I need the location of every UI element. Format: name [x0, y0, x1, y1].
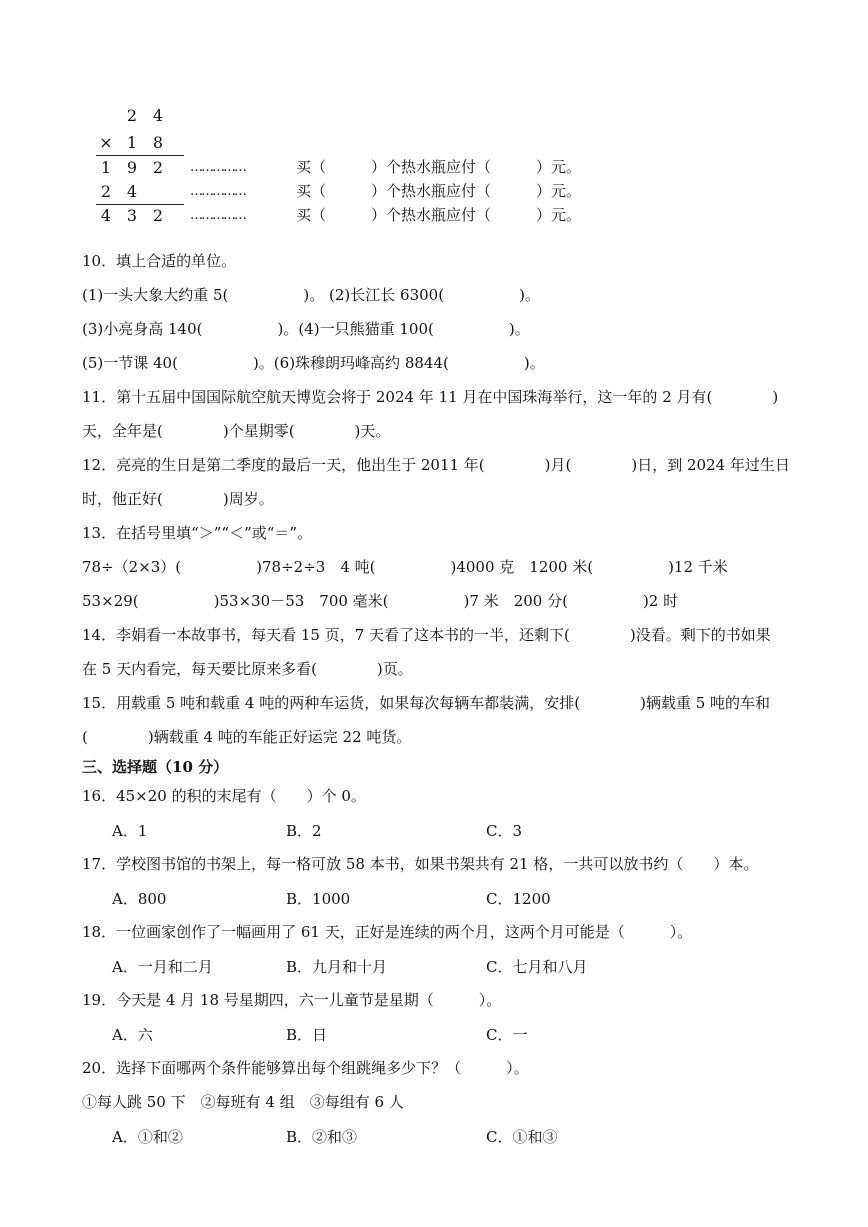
dotted-leader: …………… [190, 184, 245, 199]
calc-digit: 1 [126, 133, 138, 152]
question-12-line: 时，他正好( )周岁。 [82, 490, 274, 508]
dotted-leader: …………… [190, 160, 245, 175]
calc-digit: 4 [126, 182, 138, 201]
calc-digit: 8 [152, 133, 164, 152]
question-13-line: 78÷（2×3）( )78÷2÷3 4 吨( )4000 克 1200 米( )12 千米 [82, 558, 728, 576]
option-b: B．1000 [286, 890, 351, 908]
calc-digit: 2 [126, 106, 138, 125]
question-13-line: 53×29( )53×30－53 700 毫米( )7 米 200 分( )2 时 [82, 592, 679, 610]
fill-line: 买（ ）个热水瓶应付（ ）元。 [296, 158, 582, 176]
option-c: C．七月和八月 [486, 958, 588, 976]
option-b: B．2 [286, 822, 322, 840]
option-a: A．1 [112, 822, 148, 840]
calc-digit: 2 [152, 206, 164, 225]
option-b: B．九月和十月 [286, 958, 388, 976]
question-13-title: 13．在括号里填“＞”“＜”或“＝”。 [82, 524, 313, 542]
calc-digit: 2 [100, 182, 112, 201]
fill-line: 买（ ）个热水瓶应付（ ）元。 [296, 206, 582, 224]
question-15-line: 15．用载重 5 吨和载重 4 吨的两种车运货，如果每次每辆车都装满，安排( )辆载重 5 吨的车和 [82, 694, 771, 712]
option-b: B．②和③ [286, 1128, 358, 1146]
calc-rule-line [96, 204, 184, 205]
calc-digit: 2 [152, 158, 164, 177]
option-a: A．800 [112, 890, 167, 908]
calc-digit: 3 [126, 206, 138, 225]
calc-multiply-sign: × [99, 133, 113, 152]
question-11-line: 11．第十五届中国国际航空航天博览会将于 2024 年 11 月在中国珠海举行，这一年的 2 月有( ) [82, 388, 779, 406]
question-19: 19．今天是 4 月 18 号星期四，六一儿童节是星期（ ）。 [82, 991, 502, 1009]
question-11-line: 天，全年是( )个星期零( )天。 [82, 422, 391, 440]
question-14-line: 在 5 天内看完，每天要比原来多看( )页。 [82, 660, 413, 678]
question-10-line: (1)一头大象大约重 5( )。 (2)长江长 6300( )。 [82, 286, 540, 304]
option-a: A．六 [112, 1026, 153, 1044]
option-b: B．日 [286, 1026, 328, 1044]
option-c: C．①和③ [486, 1128, 558, 1146]
option-a: A．一月和二月 [112, 958, 213, 976]
option-c: C．1200 [486, 890, 551, 908]
fill-line: 买（ ）个热水瓶应付（ ）元。 [296, 182, 582, 200]
calc-digit: 4 [100, 206, 112, 225]
calc-digit: 4 [152, 106, 164, 125]
question-10-title: 10．填上合适的单位。 [82, 252, 237, 270]
question-20: 20．选择下面哪两个条件能够算出每个组跳绳多少下？（ ）。 [82, 1059, 529, 1077]
question-20-conditions: ①每人跳 50 下 ②每班有 4 组 ③每组有 6 人 [82, 1093, 404, 1111]
question-12-line: 12．亮亮的生日是第二季度的最后一天，他出生于 2011 年( )月( )日，到 2024 年过生日 [82, 456, 790, 474]
question-15-line: ( )辆载重 4 吨的车能正好运完 22 吨货。 [82, 728, 412, 746]
option-c: C．一 [486, 1026, 528, 1044]
question-14-line: 14．李娟看一本故事书，每天看 15 页，7 天看了这本书的一半，还剩下( )没看。剩下的书如果 [82, 626, 771, 644]
dotted-leader: …………… [190, 208, 245, 223]
question-16: 16．45×20 的积的末尾有（ ）个 0。 [82, 787, 366, 805]
section-heading: 三、选择题（10 分） [82, 758, 229, 776]
calc-rule-line [96, 155, 184, 156]
calc-digit: 1 [100, 158, 112, 177]
question-18: 18．一位画家创作了一幅画用了 61 天，正好是连续的两个月，这两个月可能是（ ）。 [82, 923, 693, 941]
option-c: C．3 [486, 822, 523, 840]
calc-digit: 9 [126, 158, 138, 177]
option-a: A．①和② [112, 1128, 183, 1146]
question-10-line: (5)一节课 40( )。(6)珠穆朗玛峰高约 8844( )。 [82, 354, 545, 372]
question-17: 17．学校图书馆的书架上，每一格可放 58 本书，如果书架共有 21 格，一共可以放书约（ ）本。 [82, 855, 759, 873]
question-10-line: (3)小亮身高 140( )。(4)一只熊猫重 100( )。 [82, 320, 530, 338]
